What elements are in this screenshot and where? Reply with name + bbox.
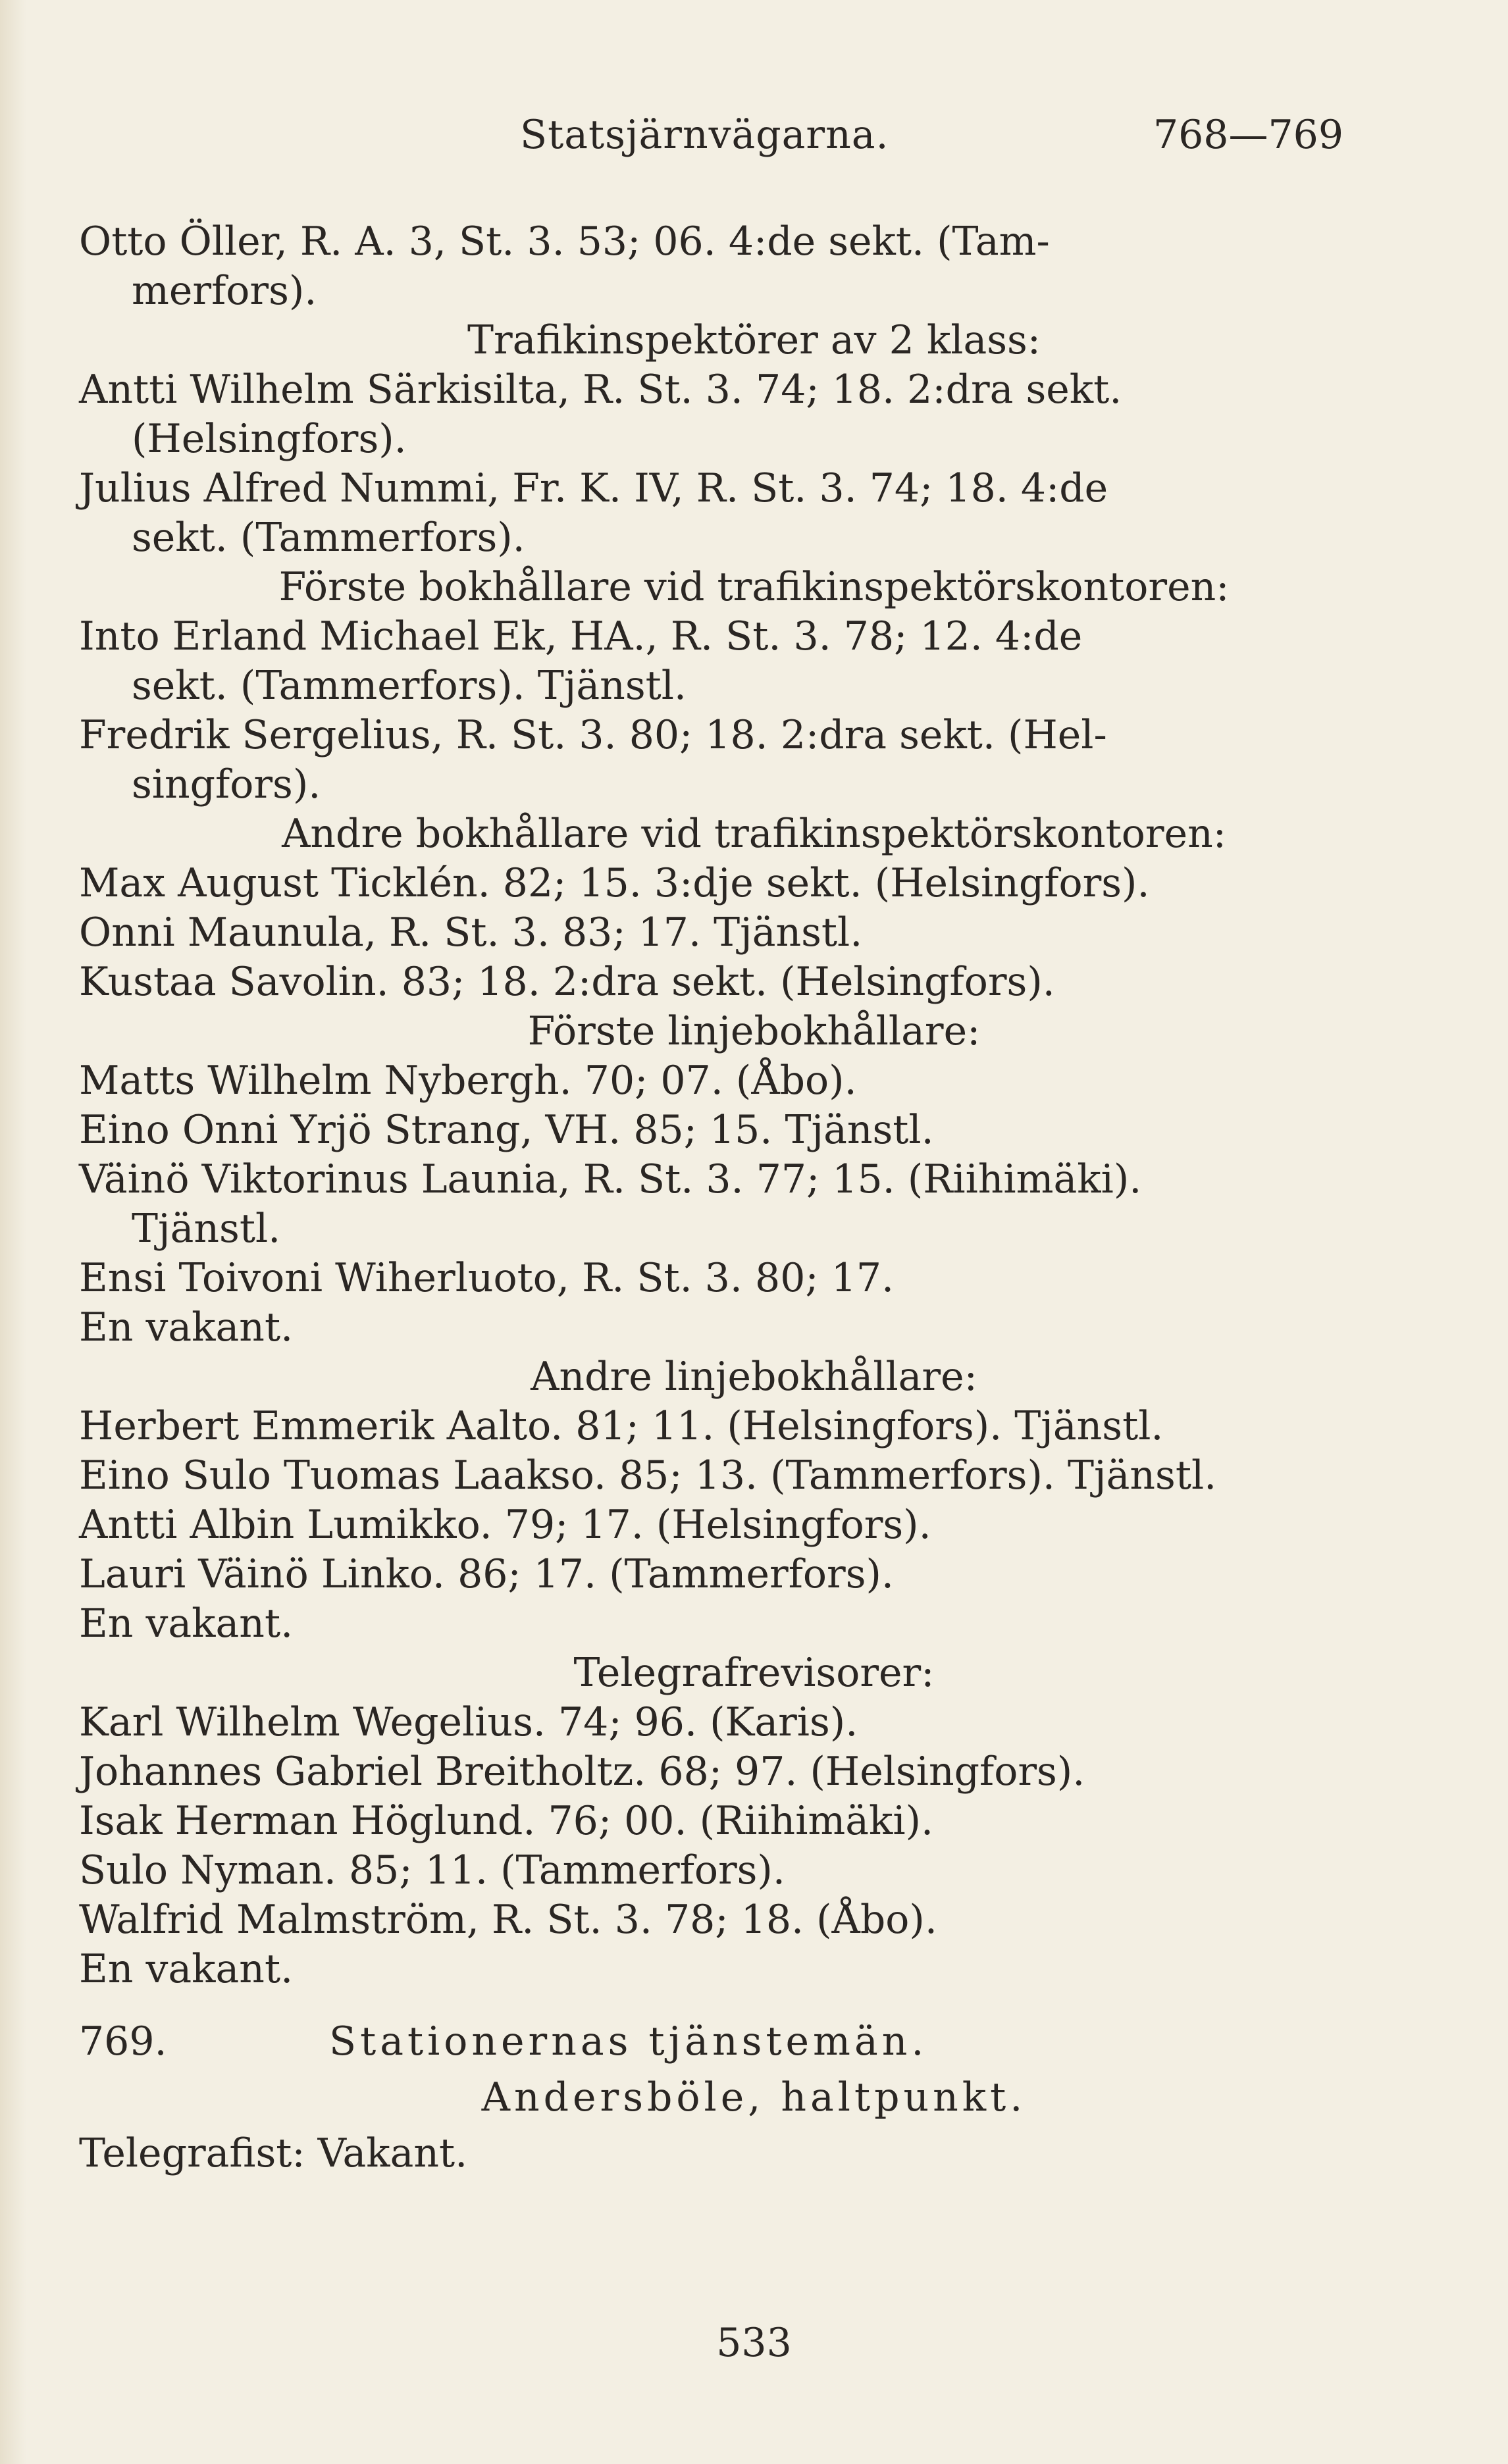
section-title: Stationernas tjänstemän. — [329, 2018, 928, 2065]
text-line: Walfrid Malmström, R. St. 3. 78; 18. (Åbo). — [79, 1897, 937, 1943]
text-line: singfors). — [132, 761, 321, 808]
text-line: merfors). — [132, 268, 317, 314]
running-title: Statsjärnvägarna. — [520, 112, 889, 158]
text-line: sekt. (Tammerfors). Tjänstl. — [132, 663, 687, 709]
text-line: sekt. (Tammerfors). — [132, 515, 525, 561]
text-line: Matts Wilhelm Nybergh. 70; 07. (Åbo). — [79, 1058, 857, 1104]
text-line: Isak Herman Höglund. 76; 00. (Riihimäki). — [79, 1798, 934, 1844]
text-line: En vakant. — [79, 1601, 294, 1647]
text-line: Eino Onni Yrjö Strang, VH. 85; 15. Tjänstl. — [79, 1107, 934, 1153]
subheading: Andre linjebokhållare: — [531, 1354, 977, 1400]
text-line: Tjänstl. — [132, 1206, 281, 1252]
text-line: Lauri Väinö Linko. 86; 17. (Tammerfors). — [79, 1551, 894, 1597]
text-line: Max August Ticklén. 82; 15. 3:dje sekt. (Helsingfors). — [79, 860, 1150, 906]
text-line: Sulo Nyman. 85; 11. (Tammerfors). — [79, 1847, 785, 1893]
station-subtitle: Andersböle, haltpunkt. — [481, 2074, 1027, 2120]
text-line: Fredrik Sergelius, R. St. 3. 80; 18. 2:dra sekt. (Hel- — [79, 712, 1107, 758]
text-line: Väinö Viktorinus Launia, R. St. 3. 77; 15. (Riihimäki). — [79, 1156, 1142, 1202]
page-header — [520, 112, 1343, 171]
telegrafist-line: Telegrafist: Vakant. — [79, 2130, 468, 2176]
section-number: 769. — [79, 2018, 167, 2065]
text-line: Antti Wilhelm Särkisilta, R. St. 3. 74; 18. 2:dra sekt. — [79, 367, 1122, 413]
text-line: (Helsingfors). — [132, 416, 407, 462]
text-line: Into Erland Michael Ek, HA., R. St. 3. 78; 12. 4:de — [79, 613, 1083, 659]
subheading: Förste linjebokhållare: — [527, 1008, 981, 1054]
text-line: Antti Albin Lumikko. 79; 17. (Helsingfors). — [79, 1502, 931, 1548]
text-line: Herbert Emmerik Aalto. 81; 11. (Helsingfors). Tjänstl. — [79, 1403, 1164, 1449]
text-line: En vakant. — [79, 1304, 294, 1350]
text-line: Otto Öller, R. A. 3, St. 3. 53; 06. 4:de sekt. (Tam- — [79, 218, 1050, 265]
subheading: Förste bokhållare vid trafikinspektörskontoren: — [278, 564, 1230, 610]
text-line: Eino Sulo Tuomas Laakso. 85; 13. (Tammerfors). Tjänstl. — [79, 1452, 1217, 1499]
subheading: Trafikinspektörer av 2 klass: — [467, 317, 1041, 363]
page-number: 533 — [716, 2320, 792, 2366]
text-line: Kustaa Savolin. 83; 18. 2:dra sekt. (Helsingfors). — [79, 959, 1055, 1005]
subheading: Andre bokhållare vid trafikinspektörskontoren: — [282, 811, 1226, 857]
section-range: 768—769 — [1153, 112, 1343, 158]
text-line: Julius Alfred Nummi, Fr. K. IV, R. St. 3. 74; 18. 4:de — [79, 465, 1108, 511]
text-line: Onni Maunula, R. St. 3. 83; 17. Tjänstl. — [79, 910, 863, 956]
text-line: Ensi Toivoni Wiherluoto, R. St. 3. 80; 17. — [79, 1255, 895, 1301]
text-line: Johannes Gabriel Breitholtz. 68; 97. (Helsingfors). — [79, 1749, 1085, 1795]
subheading: Telegrafrevisorer: — [573, 1650, 935, 1696]
text-line: Karl Wilhelm Wegelius. 74; 96. (Karis). — [79, 1699, 858, 1745]
text-line: En vakant. — [79, 1946, 294, 1992]
